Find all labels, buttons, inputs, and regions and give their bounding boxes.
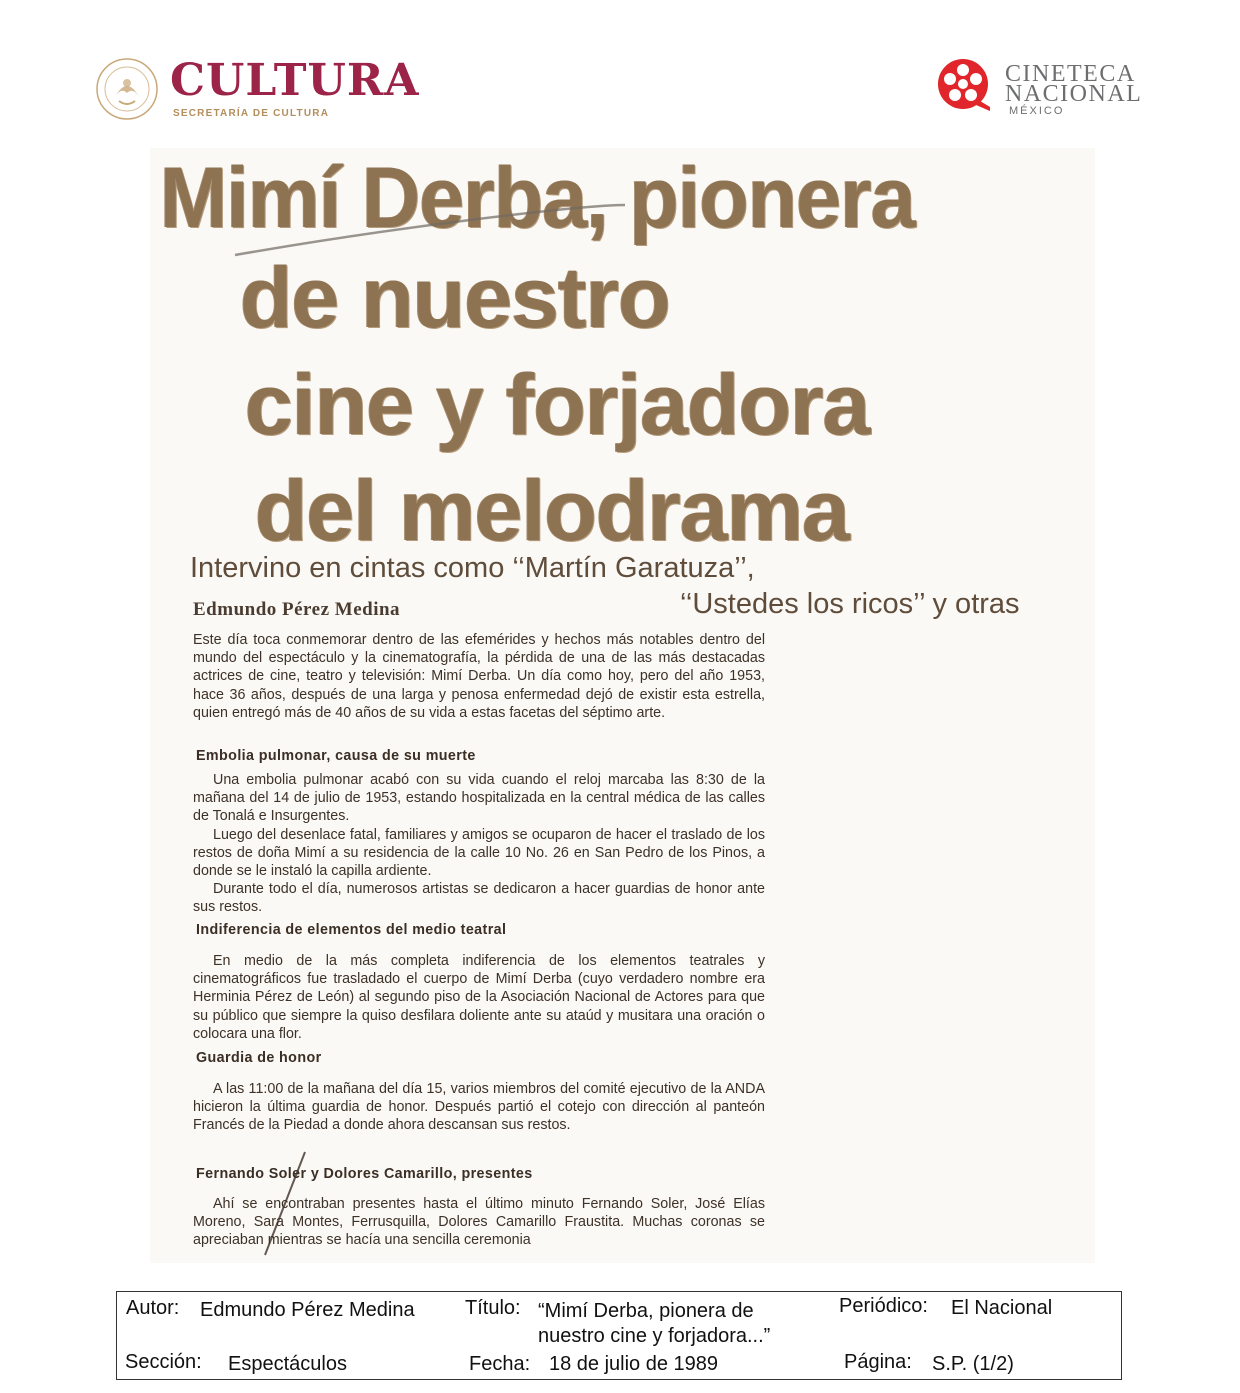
cineteca-line3: MÉXICO — [1009, 105, 1065, 117]
section-heading: Indiferencia de elementos del medio teatral — [196, 922, 507, 938]
date-label: Fecha: — [469, 1353, 531, 1375]
film-reel-icon — [936, 57, 990, 111]
paragraph: Una embolia pulmonar acabó con su vida cuando el reloj marcaba las 8:30 de la mañana del 14 de julio de 1953, estando hospitalizada en la central médica de las calles de Tonalá e Insurgentes. — [193, 772, 765, 825]
paragraph: Ahí se encontraban presentes hasta el último minuto Fernando Soler, José Elías Moreno, Sara Montes, Ferrusquilla, Dolores Camarillo Fraustita. Muchas coronas se apreciaban mientras se hacía una sencilla ceremonia — [193, 1196, 765, 1249]
mexican-seal-icon — [95, 57, 159, 121]
cineteca-line1: CINETECA — [1005, 61, 1136, 87]
catalog-metadata-box — [116, 1291, 1122, 1380]
page-value: S.P. (1/2) — [932, 1353, 1014, 1375]
section-heading: Guardia de honor — [196, 1050, 322, 1066]
subhead-line-1: Intervino en cintas como ‘‘Martín Garatuza’’, — [190, 552, 755, 584]
section-body — [193, 952, 765, 1043]
newspaper-label: Periódico: — [839, 1295, 928, 1317]
cultura-logo — [95, 55, 420, 130]
author-value: Edmundo Pérez Medina — [200, 1299, 415, 1321]
section-body — [193, 771, 765, 917]
pencil-scratch-mark — [230, 200, 630, 260]
headline-line-4: del melodrama — [255, 463, 849, 559]
section-heading: Embolia pulmonar, causa de su muerte — [196, 748, 476, 764]
headline-line-2: de nuestro — [240, 250, 670, 346]
paragraph: Luego del desenlace fatal, familiares y amigos se ocuparon de hacer el traslado de los restos de doña Mimí a su residencia de la calle 10 No. 26 en San Pedro de los Pinos, a donde se le instaló la capilla ardiente. — [193, 826, 765, 880]
paragraph: En medio de la más completa indiferencia de los elementos teatrales y cinematográficos fue trasladado el cuerpo de Mimí Derba (cuyo verdadero nombre era Herminia Pérez de León) al segundo piso de la Asociación Nacional de Actores para que su público que siempre la quiso desfilara doliente ante su ataúd y musitara una oración o colocara una flor. — [193, 953, 765, 1042]
page-label: Página: — [844, 1351, 912, 1373]
headline-line-3: cine y forjadora — [245, 357, 870, 453]
paragraph: A las 11:00 de la mañana del día 15, varios miembros del comité ejecutivo de la ANDA hicieron la última guardia de honor. Después partió el cotejo con dirección al panteón Francés de la Piedad a donde ahora descansan sus restos. — [193, 1081, 765, 1134]
cultura-wordmark: CULTURA — [170, 55, 420, 106]
newspaper-value: El Nacional — [951, 1297, 1053, 1319]
author-label: Autor: — [126, 1297, 180, 1319]
subhead-line-2: ‘‘Ustedes los ricos’’ y otras — [680, 588, 1020, 620]
headline-line-1: Mimí Derba, pionera — [160, 150, 915, 246]
title-value: “Mimí Derba, pionera de nuestro cine y forjadora...” — [538, 1300, 771, 1347]
byline: Edmundo Pérez Medina — [193, 599, 401, 620]
intro-paragraph — [193, 631, 765, 722]
cineteca-line2: NACIONAL — [1005, 81, 1143, 107]
paragraph: Este día toca conmemorar dentro de las efemérides y hechos más notables dentro del mundo del espectáculo y la cinematografía, la pérdida de una de las más destacadas actrices de cine, teatro y televisión: Mimí Derba. Un día como hoy, pero del año 1953, hace 36 años, después de una larga y penosa enfermedad dejó de existir esta estrella, quien entregó más de 40 años de su vida a estas facetas del séptimo arte. — [193, 632, 765, 721]
section-heading: Fernando Soler y Dolores Camarillo, presentes — [196, 1166, 533, 1182]
cultura-subtitle: SECRETARÍA DE CULTURA — [173, 108, 330, 119]
title-label: Título: — [465, 1297, 521, 1319]
cineteca-logo — [932, 55, 1162, 117]
paragraph: Durante todo el día, numerosos artistas se dedicaron a hacer guardias de honor ante sus restos. — [193, 881, 765, 916]
section-body — [193, 1195, 765, 1250]
section-label: Sección: — [125, 1351, 202, 1373]
section-body — [193, 1080, 765, 1135]
section-value: Espectáculos — [228, 1353, 347, 1375]
date-value: 18 de julio de 1989 — [549, 1353, 719, 1375]
